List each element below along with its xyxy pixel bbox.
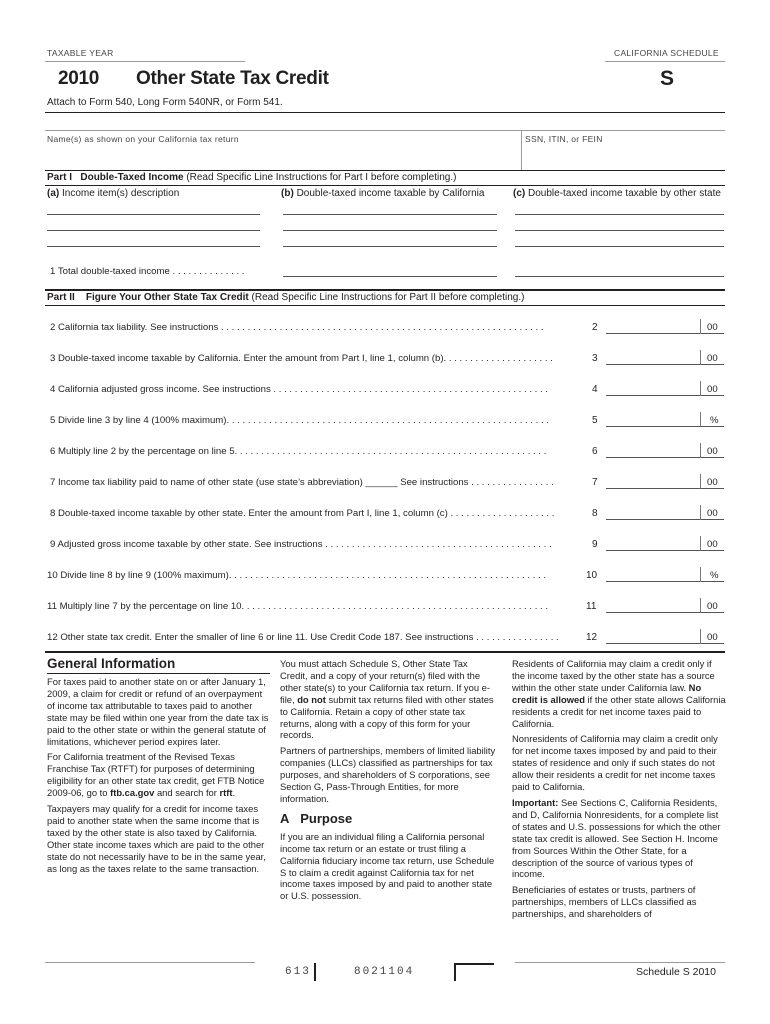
col-b-label: Double-taxed income taxable by California: [296, 188, 485, 199]
line-label: 8 Double-taxed income taxable by other state. Enter the amount from Part I, line 1, column (c) . . . . . . . . . . . . . . . . . . . .: [50, 508, 555, 519]
line-number: 2: [592, 322, 598, 333]
cents-suffix: 00: [707, 539, 718, 550]
ssn-field[interactable]: [523, 131, 723, 169]
other-state-amount-field[interactable]: [515, 234, 724, 247]
cents-suffix: %: [710, 570, 719, 581]
cents-divider: [700, 567, 701, 582]
line-label: 4 California adjusted gross income. See instructions . . . . . . . . . . . . . . . . . . . . . . . . . . . . . . . . . . . . . . . . . . . . . . . . . . . .: [50, 384, 548, 395]
cents-divider: [700, 319, 701, 334]
part2-bottom-rule: [45, 651, 725, 653]
cents-suffix: %: [710, 415, 719, 426]
general-heading-rule: [47, 673, 270, 674]
form-year: 2010: [58, 68, 100, 89]
part1-title: Double-Taxed Income: [80, 172, 184, 183]
cents-divider: [700, 536, 701, 551]
part1-label: Part I: [47, 172, 73, 183]
line-number: 4: [592, 384, 598, 395]
general-para: Taxpayers may qualify for a credit for income taxes paid to another state when the same income that is taxed by the other state is also taxed by California. Other state income taxes which are paid to the other state do not necessarily have to be in the same year, as long as the taxes relate to the same transaction.: [47, 803, 266, 874]
name-row-bottom-rule: [45, 170, 725, 171]
footer-rule-left: [45, 962, 255, 963]
cents-divider: [700, 505, 701, 520]
ca-amount-field[interactable]: [283, 234, 497, 247]
taxable-year-label: TAXABLE YEAR: [47, 48, 114, 58]
line-label: 2 California tax liability. See instructions . . . . . . . . . . . . . . . . . . . . . . . . . . . . . . . . . . . . . . . . . . . . . . . . . . . . . . . . . . . . .: [50, 322, 544, 333]
general-text: if the other state allows California residents a credit for net income taxes paid to California.: [512, 693, 726, 729]
part2-title: Figure Your Other State Tax Credit: [85, 292, 249, 303]
line-number: 8: [592, 508, 598, 519]
col-b-header: [281, 188, 484, 199]
header-bottom-rule: [45, 112, 725, 113]
line-label: 12 Other state tax credit. Enter the smaller of line 6 or line 11. Use Credit Code 187. See instructions . . . . . . . . . . . . . . . .: [47, 632, 559, 643]
general-text: .: [232, 787, 236, 799]
col-a-letter: (a): [47, 188, 60, 199]
name-ssn-divider: [521, 130, 522, 170]
col-b-letter: (b): [281, 188, 294, 199]
purpose-title: Purpose: [300, 810, 353, 826]
barcode-bracket-left: [314, 963, 316, 981]
col-a-label: Income item(s) description: [62, 188, 180, 199]
header-rule-left: [45, 61, 245, 62]
line-amount-field[interactable]: [606, 413, 724, 427]
general-col-1: [47, 676, 272, 879]
cents-suffix: 00: [707, 322, 718, 333]
cents-suffix: 00: [707, 384, 718, 395]
general-para: Nonresidents of California may claim a credit only for net income taxes imposed by and paid to their states of residence and only if such states do not allow their residents a credit for net income taxes paid to California.: [512, 733, 718, 793]
general-para: For taxes paid to another state on or after January 1, 2009, a claim for credit or refund of an overpayment of income tax attributable to taxes paid to another state may be filed within one year from the date tax is paid to the other state or within the general statute of limitations, whichever period expires later.: [47, 676, 269, 747]
part1-rule: [45, 185, 725, 186]
line-label: 9 Adjusted gross income taxable by other state. See instructions . . . . . . . . . . . . . . . . . . . . . . . . . . . . . . . . . . . . . . . . . . .: [50, 539, 552, 550]
search-term: rtft: [219, 787, 233, 799]
line-amount-field[interactable]: [606, 568, 724, 582]
col-c-header: [513, 188, 721, 199]
emphasis: No credit is allowed: [512, 681, 702, 705]
line-number: 11: [586, 601, 597, 612]
part1-note: (Read Specific Line Instructions for Part I before completing.): [186, 172, 457, 183]
cents-divider: [700, 629, 701, 644]
cents-suffix: 00: [707, 632, 718, 643]
names-field[interactable]: [45, 131, 515, 169]
barcode-bracket-right: [454, 963, 494, 981]
line-label: 3 Double-taxed income taxable by California. Enter the amount from Part I, line 1, column (b). . . . . . . . . . . . . . . . . . . . .: [50, 353, 553, 364]
general-text: Residents of California may claim a credit only if the income taxed by the other state has a source within the other state under California law.: [512, 658, 715, 693]
part2-heading: [47, 292, 524, 303]
barcode-number: 8021104: [354, 966, 415, 978]
general-text: and search for: [154, 787, 220, 799]
line-label: 5 Divide line 3 by line 4 (100% maximum). . . . . . . . . . . . . . . . . . . . . . . . . . . . . . . . . . . . . . . . . . . . . . . . . . . . . . . . . . . . .: [50, 415, 550, 426]
line-label: 11 Multiply line 7 by the percentage on line 10. . . . . . . . . . . . . . . . . . . . . . . . . . . . . . . . . . . . . . . . . . . . . . . . . . . . . . . . . .: [47, 601, 549, 612]
cents-divider: [700, 412, 701, 427]
schedule-label: CALIFORNIA SCHEDULE: [614, 48, 719, 58]
cents-divider: [700, 474, 701, 489]
cents-suffix: 00: [707, 508, 718, 519]
col-c-letter: (c): [513, 188, 526, 199]
general-para: If you are an individual filing a California personal income tax return or an estate or trust filing a California fiduciary income tax return, use Schedule S to claim a credit against California tax for net income taxes imposed by and paid to another state or U.S. possession.: [280, 830, 495, 902]
line1-other-total-field[interactable]: [515, 263, 724, 277]
emphasis: Important:: [512, 796, 559, 808]
schedule-letter: S: [660, 67, 674, 90]
income-item-field[interactable]: [47, 234, 260, 247]
line-label: 10 Divide line 8 by line 9 (100% maximum). . . . . . . . . . . . . . . . . . . . . . . . . . . . . . . . . . . . . . . . . . . . . . . . . . . . . . . . . . . .: [47, 570, 547, 581]
ftb-website: ftb.ca.gov: [110, 787, 155, 799]
general-text: See Sections C, California Residents, and D, California Nonresidents, for a complete list of states and U.S. possessions for which the other state tax credit is allowed. See Section H. Income from Sources Within the Other State, for a description of the source of various types of income.: [512, 796, 721, 880]
col-c-label: Double-taxed income taxable by other state: [528, 188, 721, 199]
form-code: 613: [285, 966, 311, 978]
line-number: 12: [586, 632, 598, 643]
other-state-amount-field[interactable]: [515, 218, 724, 231]
col-a-header: [47, 188, 179, 199]
other-state-amount-field[interactable]: [515, 202, 724, 215]
part2-rule: [45, 305, 725, 306]
general-col-2: [280, 658, 496, 906]
cents-divider: [700, 443, 701, 458]
line-number: 6: [592, 446, 598, 457]
income-item-field[interactable]: [47, 202, 260, 215]
line1-ca-total-field[interactable]: [283, 263, 497, 277]
cents-suffix: 00: [707, 477, 718, 488]
part2-label: Part II: [47, 292, 75, 303]
ssn-label: SSN, ITIN, or FEIN: [525, 134, 603, 144]
part2-top-rule: [45, 289, 725, 291]
line-number: 10: [586, 570, 598, 581]
footer-label: Schedule S 2010: [636, 966, 716, 978]
ca-amount-field[interactable]: [283, 218, 497, 231]
general-para: Beneficiaries of estates or trusts, partners of partnerships, members of LLCs classified as partnerships, and shareholders of: [512, 884, 697, 920]
income-item-field[interactable]: [47, 218, 260, 231]
line-number: 5: [592, 415, 598, 426]
footer-rule-right: [515, 962, 725, 963]
line1-label: 1 Total double-taxed income . . . . . . . . . . . . . .: [50, 266, 245, 277]
general-col-3: [512, 658, 726, 924]
header-rule-right: [605, 61, 725, 62]
form-title: Other State Tax Credit: [136, 68, 329, 89]
general-para: [280, 658, 496, 741]
line-number: 9: [592, 539, 598, 550]
cents-divider: [700, 350, 701, 365]
ca-amount-field[interactable]: [283, 202, 497, 215]
cents-suffix: 00: [707, 601, 718, 612]
line-number: 3: [592, 353, 598, 364]
emphasis: do not: [297, 693, 326, 705]
cents-divider: [700, 598, 701, 613]
line-label: 6 Multiply line 2 by the percentage on line 5. . . . . . . . . . . . . . . . . . . . . . . . . . . . . . . . . . . . . . . . . . . . . . . . . . . . . . . . . . .: [50, 446, 547, 457]
names-label: Name(s) as shown on your California tax return: [47, 134, 239, 144]
part2-note: (Read Specific Line Instructions for Part II before completing.): [251, 292, 525, 303]
purpose-letter: A: [280, 810, 290, 826]
general-text: For California treatment of the Revised Texas Franchise Tax (RTFT) for purposes of determining eligibility for an other state tax credit, get FTB Notice 2009-06, go to: [47, 751, 265, 799]
general-para: [512, 658, 726, 729]
general-text: You must attach Schedule S, Other State Tax Credit, and a copy of your return(s) filed with the other state(s) to your California tax return. If you e-file,: [280, 658, 490, 705]
cents-suffix: 00: [707, 446, 718, 457]
cents-suffix: 00: [707, 353, 718, 364]
general-para: [512, 797, 726, 880]
general-info-heading: General Information: [47, 656, 176, 671]
line-number: 7: [592, 477, 598, 488]
part1-heading: [47, 172, 456, 183]
purpose-heading: [280, 810, 496, 826]
general-text: submit tax returns filed with other states to California. Retain a copy of other state tax returns, along with a copy of this form for your records.: [280, 693, 494, 741]
general-para: [47, 751, 272, 799]
general-para: Partners of partnerships, members of limited liability companies (LLCs) classified as partnerships for tax purposes, and shareholders of S corporations, see Section G, Pass-Through Entities, for more information.: [280, 745, 496, 804]
line-label: 7 Income tax liability paid to name of other state (use state’s abbreviation) ______ See instructions . . . . . . . . . . . . . . . .: [50, 477, 554, 488]
cents-divider: [700, 381, 701, 396]
attach-instruction: Attach to Form 540, Long Form 540NR, or Form 541.: [47, 97, 283, 108]
